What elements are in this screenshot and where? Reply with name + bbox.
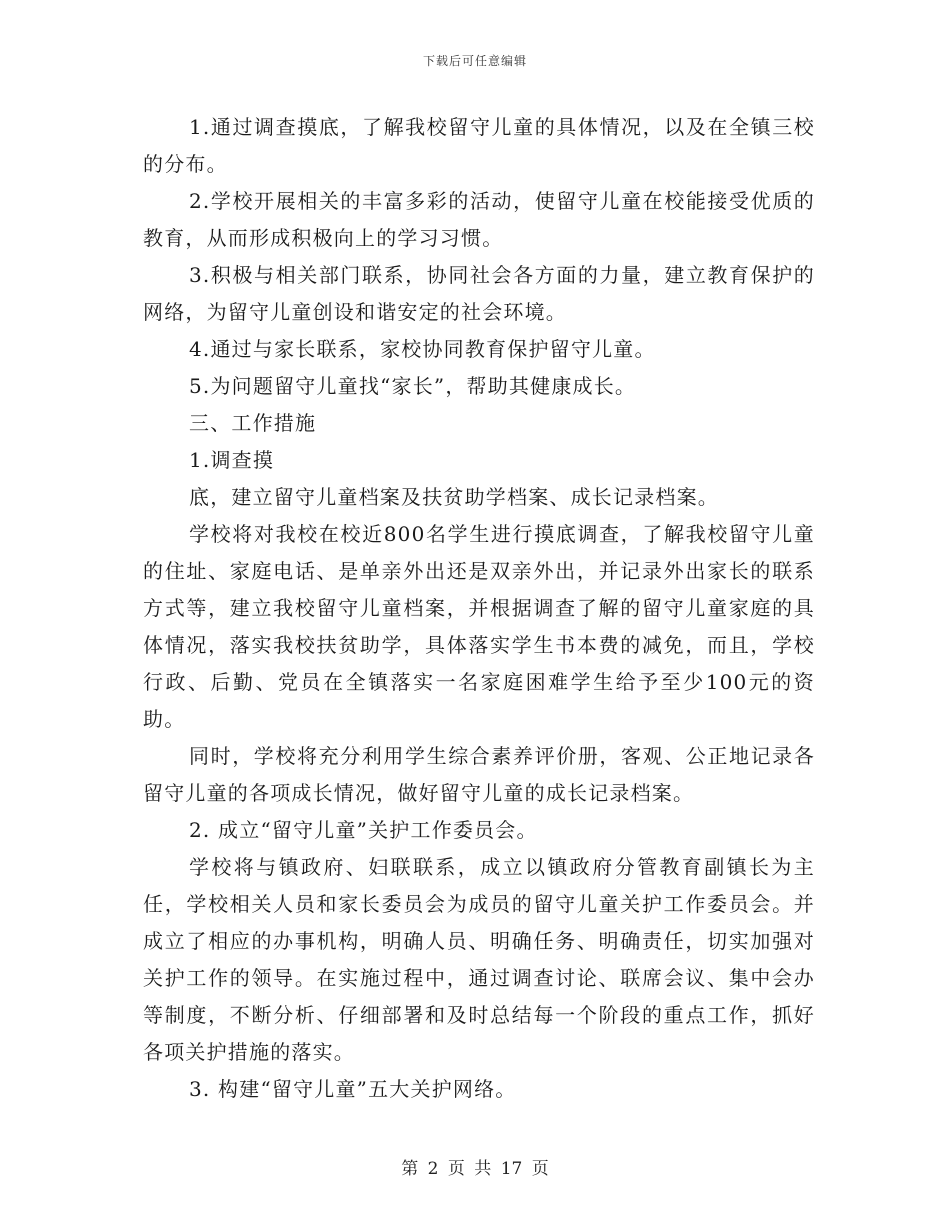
measure-3-heading: 3. 构建“留守儿童”五大关护网络。 <box>189 1077 517 1101</box>
section-heading-measures: 三、工作措施 <box>189 411 317 435</box>
measure-1-title: 底，建立留守儿童档案及扶贫助学档案、成长记录档案。 <box>189 485 719 509</box>
measure-2-heading: 2. 成立“留守儿童”关护工作委员会。 <box>189 818 538 842</box>
paragraph-goal-5: 5.为问题留守儿童找“家长”，帮助其健康成长。 <box>189 374 637 398</box>
paragraph-goal-1: 1.通过调查摸底，了解我校留守儿童的具体情况，以及在全镇三校的分布。 <box>143 115 815 176</box>
paragraph-goal-2: 2.学校开展相关的丰富多彩的活动，使留守儿童在校能接受优质的教育，从而形成积极向上的学习习惯。 <box>143 189 815 250</box>
page-header: 下载后可任意编辑 <box>422 54 527 68</box>
document-body <box>143 109 815 1108</box>
paragraph-committee: 学校将与镇政府、妇联联系，成立以镇政府分管教育副镇长为主任，学校相关人员和家长委员会为成员的留守儿童关护工作委员会。并成立了相应的办事机构，明确人员、明确任务、明确责任，切实加强对关护工作的领导。在实施过程中，通过调查讨论、联席会议、集中会办等制度，不断分析、仔细部署和及时总结每一个阶段的重点工作，抓好各项关护措施的落实。 <box>143 855 815 1064</box>
paragraph-growth-record: 同时，学校将充分利用学生综合素养评价册，客观、公正地记录各留守儿童的各项成长情况，做好留守儿童的成长记录档案。 <box>143 744 815 805</box>
paragraph-goal-3: 3.积极与相关部门联系，协同社会各方面的力量，建立教育保护的网络，为留守儿童创设和谐安定的社会环境。 <box>143 263 815 324</box>
page-footer: 第 2 页 共 17 页 <box>401 1159 549 1179</box>
paragraph-goal-4: 4.通过与家长联系，家校协同教育保护留守儿童。 <box>189 337 656 361</box>
measure-1-heading: 1.调查摸 <box>189 448 275 472</box>
paragraph-survey: 学校将对我校在校近800名学生进行摸底调查，了解我校留守儿童的住址、家庭电话、是单亲外出还是双亲外出，并记录外出家长的联系方式等，建立我校留守儿童档案，并根据调查了解的留守儿童家庭的具体情况，落实我校扶贫助学，具体落实学生书本费的减免，而且，学校行政、后勤、党员在全镇落实一名家庭困难学生给予至少100元的资助。 <box>143 522 815 731</box>
